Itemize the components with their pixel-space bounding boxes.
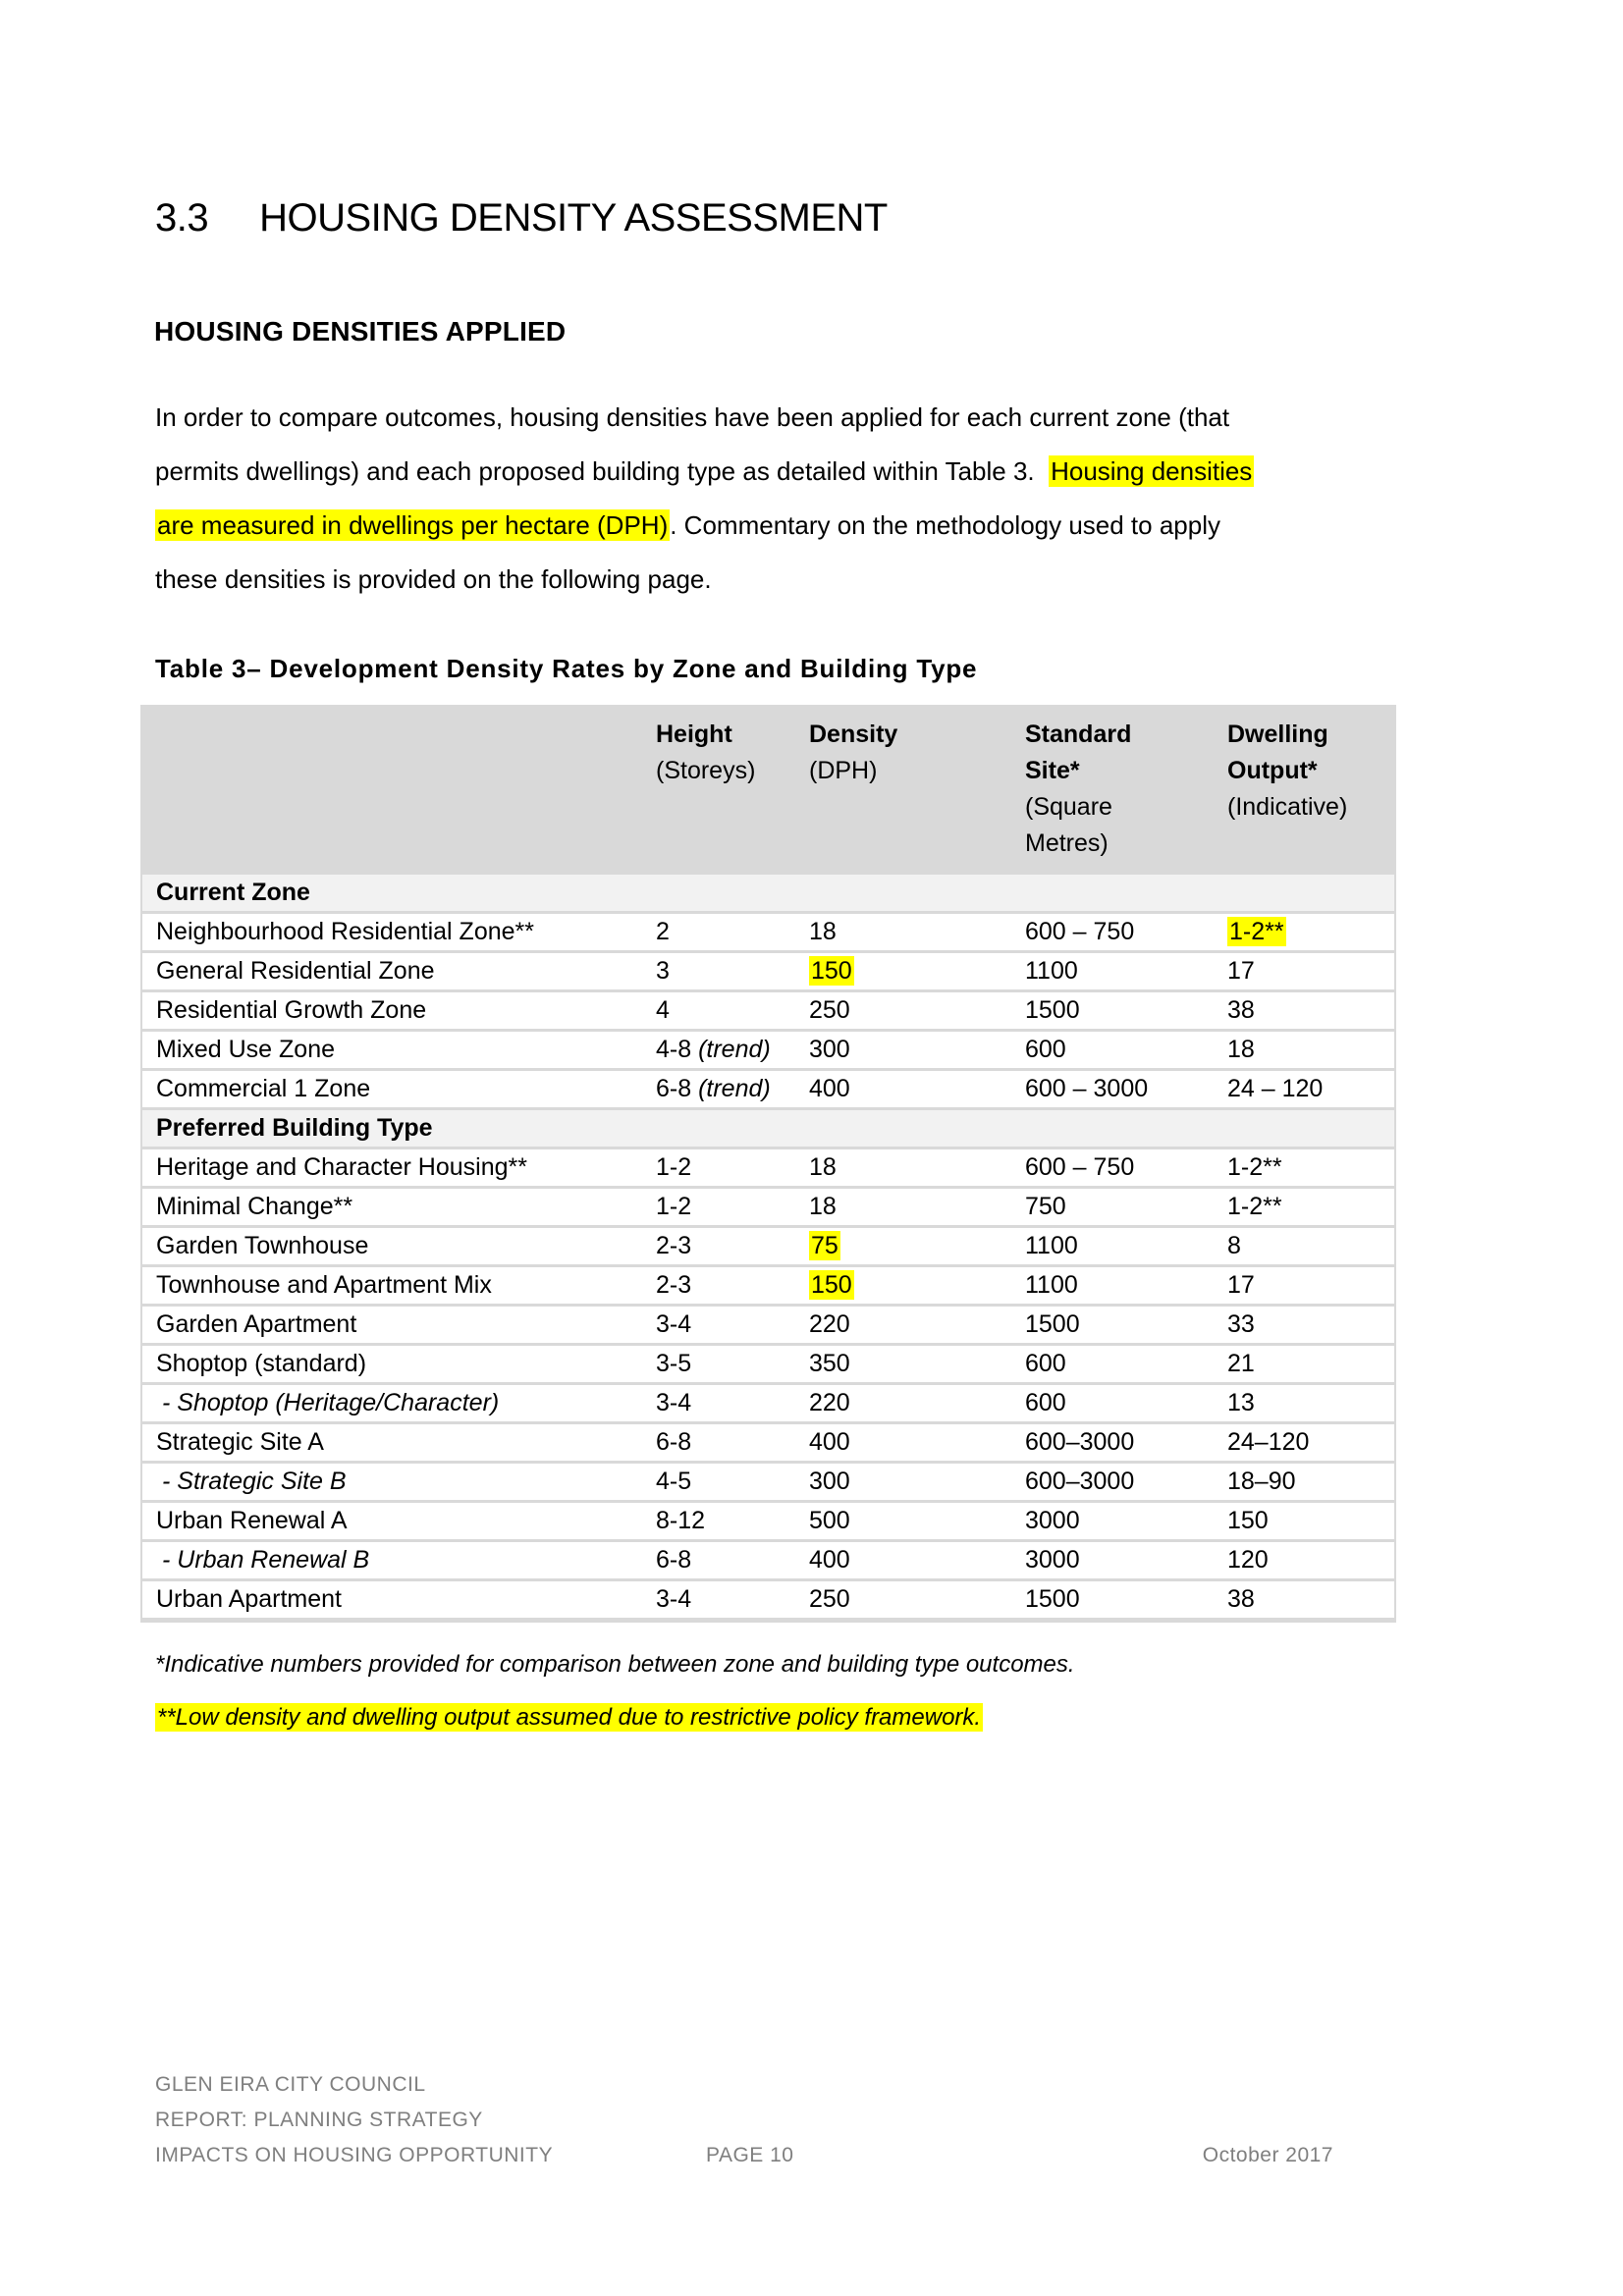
table-row xyxy=(141,1148,1395,1188)
site-cell: 1500 xyxy=(1013,991,1216,1031)
output-cell: 18 xyxy=(1216,1031,1395,1070)
output-cell: 1-2** xyxy=(1216,1188,1395,1227)
height-cell: 2-3 xyxy=(644,1266,797,1306)
intro-paragraph xyxy=(155,391,1471,607)
table-section-row xyxy=(141,874,1395,913)
site-cell: 1100 xyxy=(1013,952,1216,991)
output-cell: 120 xyxy=(1216,1541,1395,1580)
density-cell: 300 xyxy=(797,1031,1013,1070)
label-cell: Commercial 1 Zone xyxy=(141,1070,644,1109)
label-cell: Neighbourhood Residential Zone** xyxy=(141,913,644,952)
site-cell: 600 – 750 xyxy=(1013,1148,1216,1188)
height-cell: 1-2 xyxy=(644,1148,797,1188)
label-cell: Urban Apartment xyxy=(141,1580,644,1621)
label-cell: Heritage and Character Housing** xyxy=(141,1148,644,1188)
section-title: HOUSING DENSITY ASSESSMENT xyxy=(259,196,888,240)
height-cell: 3-4 xyxy=(644,1306,797,1345)
site-cell: 1500 xyxy=(1013,1580,1216,1621)
height-cell: 4-8 (trend) xyxy=(644,1031,797,1070)
output-cell: 13 xyxy=(1216,1384,1395,1423)
density-cell: 250 xyxy=(797,991,1013,1031)
output-cell: 17 xyxy=(1216,952,1395,991)
table-row xyxy=(141,1463,1395,1502)
table-body xyxy=(141,874,1395,1621)
height-cell: 6-8 xyxy=(644,1423,797,1463)
table-caption: Table 3– Development Density Rates by Zone and Building Type xyxy=(155,654,978,683)
table-row xyxy=(141,1031,1395,1070)
height-cell: 6-8 xyxy=(644,1541,797,1580)
site-cell: 1100 xyxy=(1013,1227,1216,1266)
label-cell: Minimal Change** xyxy=(141,1188,644,1227)
density-table xyxy=(140,705,1396,1623)
density-cell: 220 xyxy=(797,1306,1013,1345)
site-cell: 600–3000 xyxy=(1013,1423,1216,1463)
label-cell: Townhouse and Apartment Mix xyxy=(141,1266,644,1306)
output-cell: 21 xyxy=(1216,1345,1395,1384)
label-cell: - Shoptop (Heritage/Character) xyxy=(141,1384,644,1423)
label-cell: Garden Townhouse xyxy=(141,1227,644,1266)
output-cell: 150 xyxy=(1216,1502,1395,1541)
output-cell: 17 xyxy=(1216,1266,1395,1306)
label-cell: Strategic Site A xyxy=(141,1423,644,1463)
table-row xyxy=(141,1227,1395,1266)
paragraph-line: In order to compare outcomes, housing densities have been applied for each current zone (that xyxy=(155,402,1230,432)
footnote-1: *Indicative numbers provided for comparison between zone and building type outcomes. xyxy=(155,1651,1075,1678)
output-cell xyxy=(1216,913,1395,952)
table-row xyxy=(141,1188,1395,1227)
paragraph-line: are measured in dwellings per hectare (DPH). Commentary on the methodology used to apply xyxy=(157,510,1220,540)
site-cell: 3000 xyxy=(1013,1541,1216,1580)
output-cell: 8 xyxy=(1216,1227,1395,1266)
site-cell: 600 – 750 xyxy=(1013,913,1216,952)
highlighted-text: **Low density and dwelling output assumed due to restrictive policy framework. xyxy=(157,1704,982,1731)
label-cell: - Strategic Site B xyxy=(141,1463,644,1502)
output-cell: 18–90 xyxy=(1216,1463,1395,1502)
footer-org: GLEN EIRA CITY COUNCIL xyxy=(155,2073,426,2096)
density-cell: 250 xyxy=(797,1580,1013,1621)
height-cell: 1-2 xyxy=(644,1188,797,1227)
height-cell: 2-3 xyxy=(644,1227,797,1266)
density-cell: 350 xyxy=(797,1345,1013,1384)
label-cell: Residential Growth Zone xyxy=(141,991,644,1031)
table-row xyxy=(141,1580,1395,1621)
site-cell: 600 xyxy=(1013,1384,1216,1423)
output-cell: 38 xyxy=(1216,991,1395,1031)
highlighted-value: 150 xyxy=(811,1271,852,1299)
density-cell: 500 xyxy=(797,1502,1013,1541)
output-cell: 1-2** xyxy=(1216,1148,1395,1188)
label-cell: Garden Apartment xyxy=(141,1306,644,1345)
density-cell: 300 xyxy=(797,1463,1013,1502)
table-row xyxy=(141,1070,1395,1109)
table-header-row xyxy=(141,705,1395,874)
table-row xyxy=(141,1502,1395,1541)
label-cell: General Residential Zone xyxy=(141,952,644,991)
table-row xyxy=(141,952,1395,991)
table-section-row xyxy=(141,1109,1395,1148)
output-cell: 24 – 120 xyxy=(1216,1070,1395,1109)
density-cell xyxy=(797,952,1013,991)
site-cell: 1100 xyxy=(1013,1266,1216,1306)
section-label: Preferred Building Type xyxy=(141,1109,1395,1148)
output-cell: 38 xyxy=(1216,1580,1395,1621)
density-cell: 400 xyxy=(797,1070,1013,1109)
page-number: PAGE 10 xyxy=(706,2144,794,2166)
table-row xyxy=(141,1384,1395,1423)
site-cell: 3000 xyxy=(1013,1502,1216,1541)
table-row xyxy=(141,1541,1395,1580)
output-cell: 24–120 xyxy=(1216,1423,1395,1463)
site-cell: 600 xyxy=(1013,1031,1216,1070)
header-cell-standard-site: Standard Site* (Square Metres) xyxy=(1013,705,1216,874)
label-cell: - Urban Renewal B xyxy=(141,1541,644,1580)
paragraph-line: permits dwellings) and each proposed building type as detailed within Table 3. Housing densities xyxy=(155,456,1253,486)
density-cell: 400 xyxy=(797,1423,1013,1463)
table-row xyxy=(141,1423,1395,1463)
label-cell: Urban Renewal A xyxy=(141,1502,644,1541)
site-cell: 750 xyxy=(1013,1188,1216,1227)
table-row xyxy=(141,1266,1395,1306)
density-cell: 400 xyxy=(797,1541,1013,1580)
table-row xyxy=(141,1306,1395,1345)
subsection-heading: HOUSING DENSITIES APPLIED xyxy=(154,316,567,347)
density-cell xyxy=(797,1227,1013,1266)
height-cell: 3-5 xyxy=(644,1345,797,1384)
section-number: 3.3 xyxy=(155,196,209,240)
density-cell: 18 xyxy=(797,913,1013,952)
density-cell: 18 xyxy=(797,1188,1013,1227)
height-cell: 4-5 xyxy=(644,1463,797,1502)
density-cell: 18 xyxy=(797,1148,1013,1188)
header-cell-density: Density (DPH) xyxy=(797,705,1013,874)
highlighted-value: 1-2** xyxy=(1229,918,1284,945)
height-cell: 6-8 (trend) xyxy=(644,1070,797,1109)
footnote-2 xyxy=(155,1704,983,1732)
label-cell: Shoptop (standard) xyxy=(141,1345,644,1384)
footer-line-3 xyxy=(155,2138,1623,2173)
header-cell-height: Height (Storeys) xyxy=(644,705,797,874)
header-cell-dwelling-output: Dwelling Output* (Indicative) xyxy=(1216,705,1395,874)
table-row xyxy=(141,1345,1395,1384)
density-cell xyxy=(797,1266,1013,1306)
density-cell: 220 xyxy=(797,1384,1013,1423)
section-heading xyxy=(155,196,888,240)
height-cell: 2 xyxy=(644,913,797,952)
height-cell: 8-12 xyxy=(644,1502,797,1541)
site-cell: 600 xyxy=(1013,1345,1216,1384)
page-footer xyxy=(155,2067,1623,2173)
table-row xyxy=(141,913,1395,952)
footer-impacts: IMPACTS ON HOUSING OPPORTUNITY xyxy=(155,2144,554,2166)
section-label: Current Zone xyxy=(141,874,1395,913)
highlighted-text: Housing densities xyxy=(1051,456,1253,486)
label-cell: Mixed Use Zone xyxy=(141,1031,644,1070)
paragraph-line: these densities is provided on the following page. xyxy=(155,564,712,594)
highlighted-value: 150 xyxy=(811,957,852,985)
output-cell: 33 xyxy=(1216,1306,1395,1345)
site-cell: 600–3000 xyxy=(1013,1463,1216,1502)
header-cell-empty xyxy=(141,705,644,874)
footer-report: REPORT: PLANNING STRATEGY xyxy=(155,2109,483,2131)
height-cell: 4 xyxy=(644,991,797,1031)
height-cell: 3 xyxy=(644,952,797,991)
highlighted-text: are measured in dwellings per hectare (DPH) xyxy=(157,510,669,540)
footer-date: October 2017 xyxy=(1202,2144,1333,2166)
height-cell: 3-4 xyxy=(644,1580,797,1621)
height-cell: 3-4 xyxy=(644,1384,797,1423)
site-cell: 1500 xyxy=(1013,1306,1216,1345)
highlighted-value: 75 xyxy=(811,1232,839,1259)
table-row xyxy=(141,991,1395,1031)
site-cell: 600 – 3000 xyxy=(1013,1070,1216,1109)
